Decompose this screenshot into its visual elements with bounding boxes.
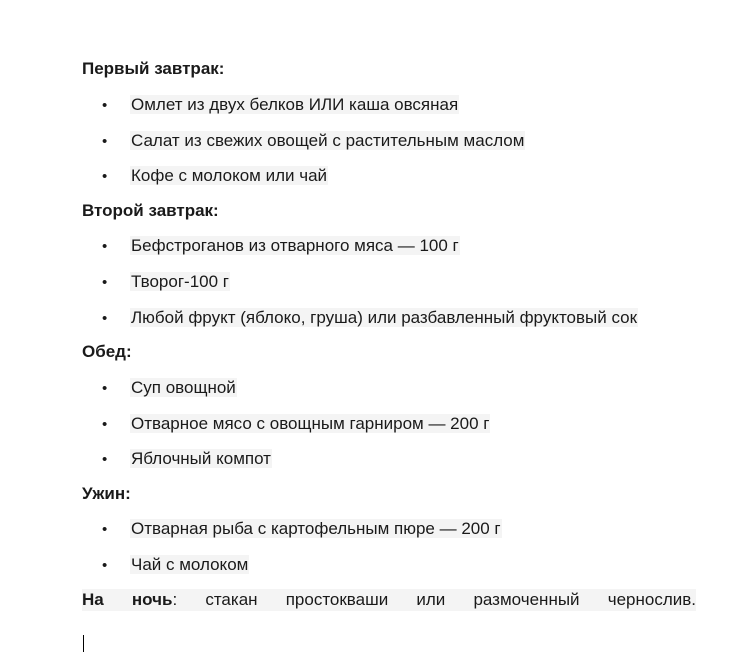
list-item xyxy=(102,377,237,400)
section-heading-lunch: Обед: xyxy=(82,342,132,361)
list-item xyxy=(102,448,272,471)
section-heading-dinner: Ужин: xyxy=(82,484,131,503)
bullet-icon: • xyxy=(102,168,108,185)
bullet-icon: • xyxy=(102,380,108,397)
list-item-text: Омлет из двух белков ИЛИ каша овсяная xyxy=(131,95,459,114)
section-heading-second-breakfast: Второй завтрак: xyxy=(82,201,219,220)
list-item xyxy=(102,94,459,117)
list-item xyxy=(102,307,638,330)
bullet-icon: • xyxy=(102,238,108,255)
list-item-text: Бефстроганов из отварного мяса — 100 г xyxy=(131,236,459,255)
bullet-icon: • xyxy=(102,416,108,433)
bullet-icon: • xyxy=(102,451,108,468)
list-item xyxy=(102,271,230,294)
section-heading-first-breakfast: Первый завтрак: xyxy=(82,59,225,78)
list-item xyxy=(102,518,502,541)
bullet-icon: • xyxy=(102,97,108,114)
list-item-text: Кофе с молоком или чай xyxy=(131,166,328,185)
night-text: : стакан простокваши или размоченный чернослив. xyxy=(172,590,696,609)
list-item-text: Отварное мясо с овощным гарниром — 200 г xyxy=(131,414,490,433)
list-item-text: Творог-100 г xyxy=(131,272,229,291)
list-item-text: Любой фрукт (яблоко, груша) или разбавленный фруктовый сок xyxy=(131,308,638,327)
list-item-text: Чай с молоком xyxy=(131,555,249,574)
bullet-icon: • xyxy=(102,557,108,574)
night-label: На ночь xyxy=(82,590,173,609)
list-item xyxy=(102,554,249,577)
list-item xyxy=(102,165,328,188)
bullet-icon: • xyxy=(102,274,108,291)
text-cursor xyxy=(83,635,84,652)
list-item xyxy=(102,413,490,436)
bullet-icon: • xyxy=(102,133,108,150)
bullet-icon: • xyxy=(102,310,108,327)
list-item-text: Суп овощной xyxy=(131,378,236,397)
list-item xyxy=(102,130,525,153)
list-item-text: Отварная рыба с картофельным пюре — 200 г xyxy=(131,519,501,538)
list-item xyxy=(102,235,460,258)
list-item-text: Яблочный компот xyxy=(131,449,271,468)
list-item-text: Салат из свежих овощей с растительным маслом xyxy=(131,131,525,150)
bullet-icon: • xyxy=(102,521,108,538)
night-paragraph xyxy=(82,589,696,611)
